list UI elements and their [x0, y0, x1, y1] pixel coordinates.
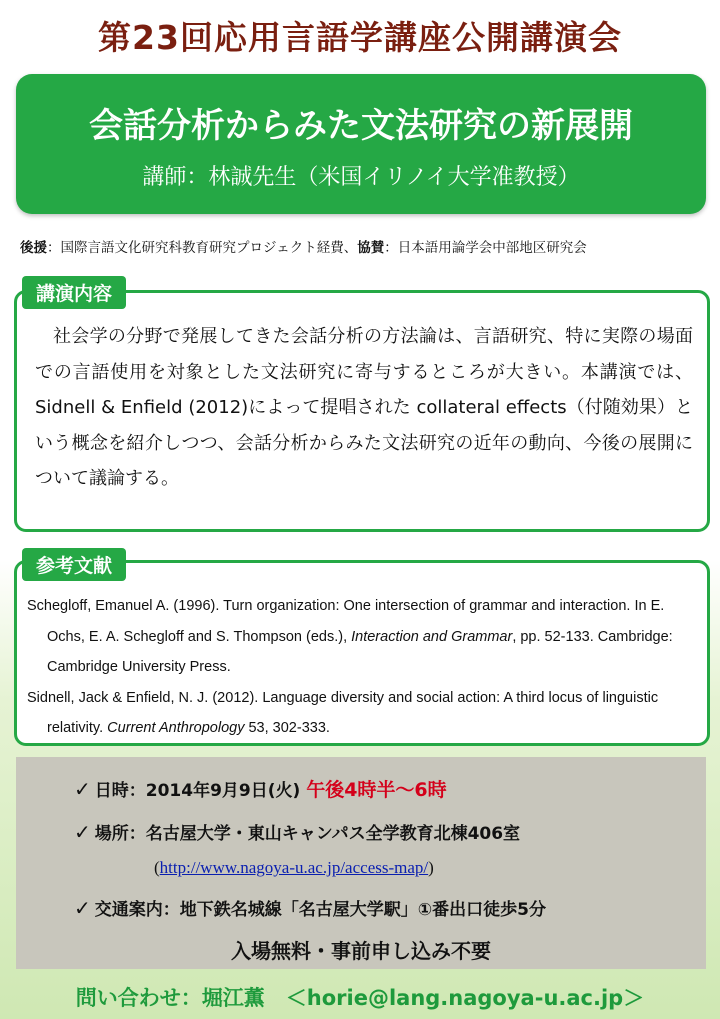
check-icon: ✓ [74, 820, 91, 844]
admission-note: 入場無料・事前申し込み不要 [231, 939, 491, 963]
sponsor-label: 後援 [20, 240, 47, 256]
access-map-link[interactable]: http://www.nagoya-u.ac.jp/access-map/ [159, 858, 429, 877]
contact-line: 問い合わせ：堀江薫 ＜horie@lang.nagoya-u.ac.jp＞ [75, 986, 645, 1010]
place-text: 場所：名古屋大学・東山キャンパス全学教育北棟406室 [94, 824, 521, 844]
support-line [20, 236, 710, 256]
references-box [14, 560, 710, 746]
content-heading: 講演内容 [22, 276, 126, 309]
content-box [14, 290, 710, 532]
time-text: 午後4時半～6時 [306, 779, 447, 801]
transport-line [74, 895, 546, 920]
event-info-panel [16, 757, 706, 969]
place-line [74, 819, 520, 844]
lecture-banner [16, 74, 706, 214]
lecture-title: 会話分析からみた文法研究の新展開 [89, 106, 633, 146]
reference-item: Sidnell, Jack & Enfield, N. J. (2012). Language diversity and social action: A third locus of linguistic relativity. Current Anthropology 53, 302-333. [27, 689, 659, 736]
check-icon: ✓ [74, 777, 91, 801]
abstract-text: 社会学の分野で発展してきた会話分析の方法論は、言語研究、特に実際の場面での言語使用を対象とした文法研究に寄与するところが大きい。本講演では、Sidnell & Enfield (2012)によって提唱された collateral effects（付随効果）という概念を紹介しつつ、会話分析からみた文法研究の近年の動向、今後の展開について議論する。 [35, 326, 693, 489]
date-text: 日時：2014年9月9日(火) [94, 781, 307, 801]
reference-list [27, 591, 697, 744]
speaker-line: 講師：林誠先生（米国イリノイ大学准教授） [142, 165, 580, 190]
check-icon: ✓ [74, 896, 91, 920]
cosponsor-text: ：日本語用論学会中部地区研究会 [384, 240, 587, 256]
references-heading: 参考文献 [22, 548, 126, 581]
sponsor-text: ：国際言語文化研究科教育研究プロジェクト経費、 [47, 240, 358, 256]
access-url-line: (http://www.nagoya-u.ac.jp/access-map/) [154, 858, 434, 877]
transport-text: 交通案内：地下鉄名城線「名古屋大学駅」①番出口徒歩5分 [94, 900, 546, 920]
series-title: 第23回応用言語学講座公開講演会 [98, 18, 622, 57]
cosponsor-label: 協賛 [357, 240, 385, 256]
date-line [74, 775, 447, 802]
reference-item: Schegloff, Emanuel A. (1996). Turn organization: One intersection of grammar and interaction. In E. Ochs, E. A. Schegloff and S. Thompson (eds.), Interaction and Grammar, pp. 52-133. Cambridge: Cambridge University Press. [27, 598, 673, 675]
